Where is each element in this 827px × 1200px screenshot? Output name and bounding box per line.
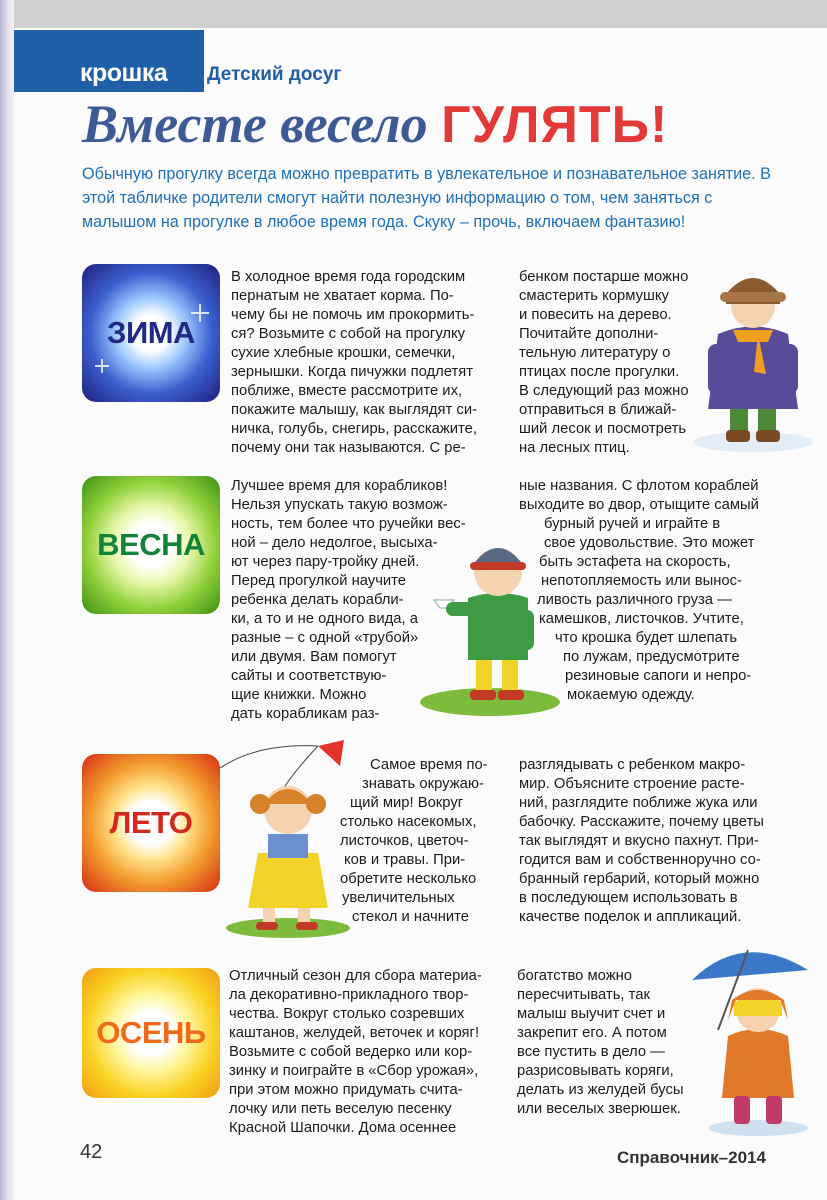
summer-child-illustration: [218, 738, 358, 938]
text-line: сухие хлебные крошки, семечки,: [231, 345, 456, 361]
spring-tile: [82, 476, 220, 614]
text-line: ребенка делать корабли-: [231, 592, 404, 608]
text-line: ность, тем более что ручейки вес-: [231, 516, 466, 532]
page-top-band: [0, 0, 827, 28]
text-line: Возьмите с собой ведерко или кор-: [229, 1044, 473, 1060]
text-line: разные – с одной «трубой»: [231, 630, 419, 646]
spring-child-illustration: [410, 530, 565, 720]
title-main: Вместе весело: [82, 94, 442, 154]
text-line: столько насекомых,: [340, 814, 477, 830]
text-line: ла декоративно-прикладного твор-: [229, 987, 469, 1003]
text-line: увеличительных: [342, 890, 455, 906]
text-line: малыш выучит счет и: [517, 1006, 666, 1022]
text-line: бурный ручей и играйте в: [544, 516, 721, 532]
text-line: резиновые сапоги и непро-: [565, 668, 752, 684]
text-line: ной – дело недолгое, высыха-: [231, 535, 438, 551]
text-line: ные названия. С флотом кораблей: [519, 478, 759, 494]
text-line: покажите малышу, как выглядят си-: [231, 402, 478, 418]
text-line: бабочку. Расскажите, почему цветы: [519, 814, 764, 830]
text-line: обретите несколько: [340, 871, 477, 887]
title-highlight: ГУЛЯТЬ!: [441, 96, 669, 154]
text-line: пересчитывать, так: [517, 987, 650, 1003]
summer-text-col2: [519, 756, 764, 927]
brand-logo: крошка: [80, 59, 168, 87]
text-line: знавать окружаю-: [362, 776, 484, 792]
text-line: свое удовольствие. Это может: [544, 535, 755, 551]
text-line: щие книжки. Можно: [231, 687, 367, 703]
text-line: зернышки. Когда пичужки подлетят: [231, 364, 474, 380]
text-line: чему бы не помочь им прокормить-: [231, 307, 475, 323]
text-line: на лесных птиц.: [519, 440, 630, 456]
winter-child-illustration: [688, 264, 818, 454]
text-line: стекол и начните: [352, 909, 469, 925]
text-line: в последующем использовать в: [519, 890, 738, 906]
autumn-child-illustration: [688, 940, 818, 1140]
page-number: 42: [80, 1141, 103, 1163]
text-line: или веселых зверюшек.: [517, 1101, 681, 1117]
text-line: что крошка будет шлепать: [555, 630, 738, 646]
text-line: лочку или петь веселую песенку: [229, 1101, 452, 1117]
intro-paragraph: Обычную прогулку всегда можно превратить в увлекательное и познавательное занятие. В этой табличке родители смогут найти полезную информацию о том, чем заняться с малышом на прогулке в любое время года. Скуку – прочь, включаем фантазию!: [82, 165, 771, 231]
autumn-text-col1: [229, 967, 482, 1138]
text-line: годится вам и собственноручно со-: [519, 852, 761, 868]
text-line: смастерить кормушку: [519, 288, 669, 304]
text-line: мир. Объясните строение расте-: [519, 776, 745, 792]
text-line: и повесить на дерево.: [519, 307, 672, 323]
text-line: разрисовывать коряги,: [517, 1063, 674, 1079]
text-line: поближе, вместе рассмотрите их,: [231, 383, 463, 399]
text-line: закрепит его. А потом: [517, 1025, 667, 1041]
text-line: ков и травы. При-: [344, 852, 466, 868]
text-line: бранный гербарий, который можно: [519, 871, 760, 887]
winter-tile: [82, 264, 220, 402]
page-edge: [0, 0, 14, 1200]
text-line: каштанов, желудей, веточек и коряг!: [229, 1025, 480, 1041]
text-line: так выглядят и вкусно пахнут. При-: [519, 833, 759, 849]
winter-text-col1: [231, 268, 477, 458]
text-line: чества. Вокруг столько созревших: [229, 1006, 465, 1022]
text-line: при этом можно придумать счита-: [229, 1082, 463, 1098]
text-line: ший лесок и посмотреть: [519, 421, 687, 437]
text-line: птицах после прогулки.: [519, 364, 680, 380]
text-line: камешков, листочков. Учтите,: [539, 611, 744, 627]
autumn-text-col2: [517, 967, 684, 1119]
winter-text-col2: [519, 268, 689, 458]
text-line: листочков, цветоч-: [340, 833, 469, 849]
text-line: Перед прогулкой научите: [231, 573, 407, 589]
text-line: непотопляемость или вынос-: [541, 573, 742, 589]
text-line: дать корабликам раз-: [231, 706, 380, 722]
text-line: В следующий раз можно: [519, 383, 689, 399]
text-line: тельную литературу о: [519, 345, 671, 361]
text-line: качестве поделок и аппликаций.: [519, 909, 742, 925]
text-line: В холодное время года городским: [231, 269, 466, 285]
text-line: ничка, голубь, снегирь, расскажите,: [231, 421, 477, 437]
text-line: мокаемую одежду.: [567, 687, 695, 703]
page-title: [82, 90, 668, 159]
text-line: выходите во двор, отыщите самый: [519, 497, 759, 513]
text-line: Самое время по-: [370, 757, 488, 773]
text-line: Нельзя упускать такую возмож-: [231, 497, 448, 513]
text-line: делать из желудей бусы: [517, 1082, 684, 1098]
text-line: отправиться в ближай-: [519, 402, 677, 418]
text-line: почему они так называются. С ре-: [231, 440, 466, 456]
spring-label: ВЕСНА: [97, 527, 205, 562]
text-line: ся? Возьмите с собой на прогулку: [231, 326, 466, 342]
text-line: бенком постарше можно: [519, 269, 689, 285]
text-line: ют через пару-тройку дней.: [231, 554, 420, 570]
publication-name: Справочник–2014: [617, 1148, 766, 1167]
text-line: Лучшее время для корабликов!: [231, 478, 448, 494]
summer-label: ЛЕТО: [109, 805, 193, 840]
autumn-tile: [82, 968, 220, 1098]
autumn-label: ОСЕНЬ: [96, 1015, 206, 1050]
winter-label: ЗИМА: [107, 315, 195, 350]
text-line: разглядывать с ребенком макро-: [519, 757, 746, 773]
text-line: ки, а то и не одного вида, а: [231, 611, 418, 627]
text-line: быть эстафета на скорость,: [539, 554, 731, 570]
text-line: Почитайте дополни-: [519, 326, 659, 342]
text-line: все пустить в дело —: [517, 1044, 665, 1060]
text-line: ливость различного груза —: [537, 592, 732, 608]
summer-tile: [82, 754, 220, 892]
text-line: богатство можно: [517, 968, 633, 984]
text-line: по лужам, предусмотрите: [563, 649, 740, 665]
text-line: Отличный сезон для сбора материа-: [229, 968, 482, 984]
text-line: сайты и соответствую-: [231, 668, 387, 684]
text-line: зинку и поиграйте в «Сбор урожая»,: [229, 1063, 479, 1079]
text-line: или двумя. Вам помогут: [231, 649, 397, 665]
text-line: Красной Шапочки. Дома осеннее: [229, 1120, 457, 1136]
summer-text-col1: [340, 756, 488, 927]
text-line: ний, разглядите поближе жука или: [519, 795, 758, 811]
section-title: Детский досуг: [207, 64, 342, 85]
text-line: пернатым не хватает корма. По-: [231, 288, 454, 304]
text-line: щий мир! Вокруг: [350, 795, 464, 811]
